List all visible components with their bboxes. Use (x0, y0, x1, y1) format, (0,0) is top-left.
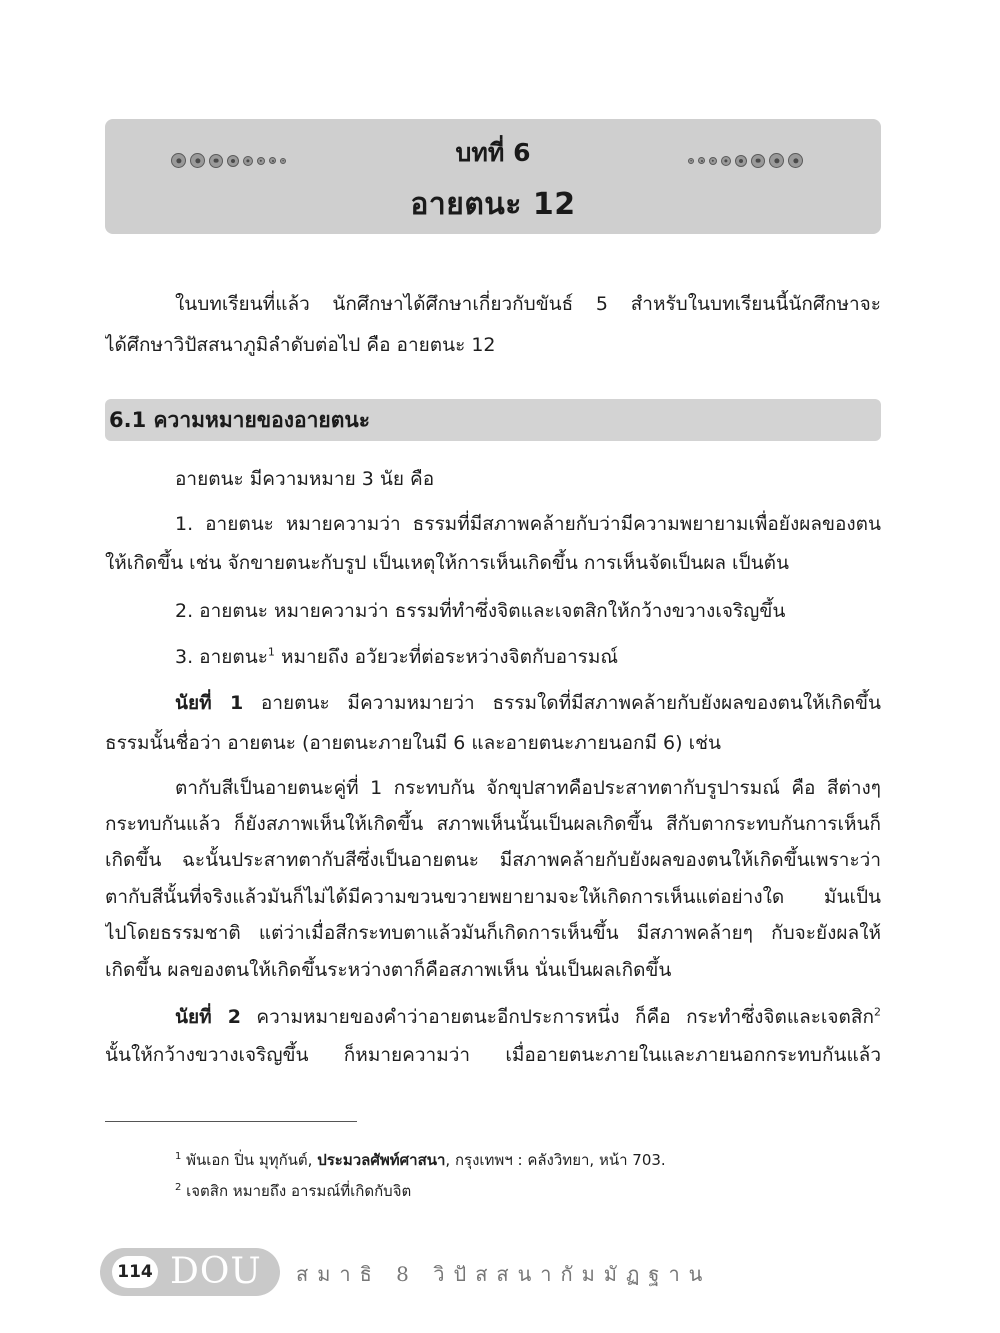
footnote-ref-2: 2 (874, 1005, 881, 1019)
para-line-2: กระทบกันแล้ว ก็ยังสภาพเห็นให้เกิดขึ้น สภาพเห็นนั้นเป็นผลเกิดขึ้น สีกับตากระทบกันการเห็นก็ (105, 813, 881, 835)
naya2-label: นัยที่ 2 (175, 1006, 241, 1028)
para-line-1: ตากับสีเป็นอายตนะคู่ที่ 1 กระทบกัน จักขุปสาทคือประสาทตากับรูปารมณ์ คือ สีต่างๆ (175, 777, 881, 799)
footnote-1-post: , กรุงเทพฯ : คลังวิทยา, หน้า 703. (445, 1151, 666, 1169)
chapter-title: อายตนะ 12 (410, 187, 576, 222)
naya1-line2: ธรรมนั้นชื่อว่า อายตนะ (อายตนะภายในมี 6 และอายตนะภายนอกมี 6) เช่น (105, 732, 721, 754)
naya2-line1 (175, 1003, 881, 1032)
para-line-5: ไปโดยธรรมชาติ แต่ว่าเมื่อสีกระทบตาแล้วมันก็เกิดการเห็นขึ้น มีสภาพคล้ายๆ กับจะยังผลให้ (105, 922, 881, 944)
footnote-1-pre: พันเอก ปิ่น มุทุกันต์, (181, 1151, 318, 1169)
footnote-1-book: ประมวลศัพท์ศาสนา (317, 1151, 446, 1169)
footer-badge (100, 1248, 280, 1296)
naya1-text: อายตนะ มีความหมายว่า ธรรมใดที่มีสภาพคล้ายกับยังผลของตนให้เกิดขึ้น (243, 692, 881, 714)
section-title: 6.1 ความหมายของอายตนะ (109, 408, 370, 432)
footnote-1 (175, 1150, 666, 1170)
para-line-4: ตากับสีนั้นที่จริงแล้วมันก็ไม่ได้มีความขวนขวายพยายามจะให้เกิดการเห็นแต่อย่างใด มันเป็น (105, 886, 881, 908)
footnote-ref-1: 1 (267, 645, 275, 659)
footnote-2 (175, 1181, 411, 1201)
chapter-header (105, 119, 881, 234)
naya1-line1 (175, 689, 881, 718)
naya2-text: ความหมายของคำว่าอายตนะอีกประการหนึ่ง ก็คือ กระทำซึ่งจิตและเจตสิก (240, 1006, 874, 1028)
page-number: 114 (112, 1256, 158, 1288)
naya2-line2: นั้นให้กว้างขวางเจริญขึ้น ก็หมายความว่า เมื่ออายตนะภายในและภายนอกกระทบกันแล้ว (105, 1044, 881, 1066)
item3-post: หมายถึง อวัยวะที่ต่อระหว่างจิตกับอารมณ์ (274, 646, 619, 668)
intro-line-1: ในบทเรียนที่แล้ว นักศึกษาได้ศึกษาเกี่ยวกับขันธ์ 5 สำหรับในบทเรียนนี้นักศึกษาจะ (175, 293, 881, 315)
decorative-dots-right-icon (688, 153, 803, 168)
footnote-2-number: 2 (175, 1182, 182, 1193)
para-line-3: เกิดขึ้น ฉะนั้นประสาทตากับสีซึ่งเป็นอายตนะ มีสภาพคล้ายกับยังผลของตนให้เกิดขึ้นเพราะว่า (105, 849, 881, 871)
naya1-label: นัยที่ 1 (175, 692, 244, 714)
item1-line2: ให้เกิดขึ้น เช่น จักขายตนะกับรูป เป็นเหตุให้การเห็นเกิดขึ้น การเห็นจัดเป็นผล เป็นต้น (105, 552, 789, 574)
para-line-6: เกิดขึ้น ผลของตนให้เกิดขึ้นระหว่างตาก็คือสภาพเห็น นั่นเป็นผลเกิดขึ้น (105, 959, 672, 981)
item1-line1: 1. อายตนะ หมายความว่า ธรรมที่มีสภาพคล้ายกับว่ามีความพยายามเพื่อยังผลของตน (175, 513, 881, 535)
item3-pre: 3. อายตนะ (175, 646, 268, 668)
item2: 2. อายตนะ หมายความว่า ธรรมที่ทำซึ่งจิตและเจตสิกให้กว้างขวางเจริญขึ้น (175, 600, 786, 622)
footnote-divider (105, 1121, 357, 1122)
footnote-2-text: เจตสิก หมายถึง อารมณ์ที่เกิดกับจิต (181, 1182, 412, 1200)
meaning-intro: อายตนะ มีความหมาย 3 นัย คือ (175, 468, 435, 490)
dou-logo: DOU (170, 1251, 262, 1292)
book-title: สมาธิ 8 วิปัสสนากัมมัฏฐาน (296, 1262, 712, 1286)
chapter-label: บทที่ 6 (455, 138, 531, 167)
item3 (175, 643, 881, 672)
intro-line-2: ได้ศึกษาวิปัสสนาภูมิลำดับต่อไป คือ อายตนะ 12 (105, 334, 496, 356)
section-heading-bar (105, 399, 881, 441)
footnote-1-number: 1 (175, 1151, 182, 1162)
